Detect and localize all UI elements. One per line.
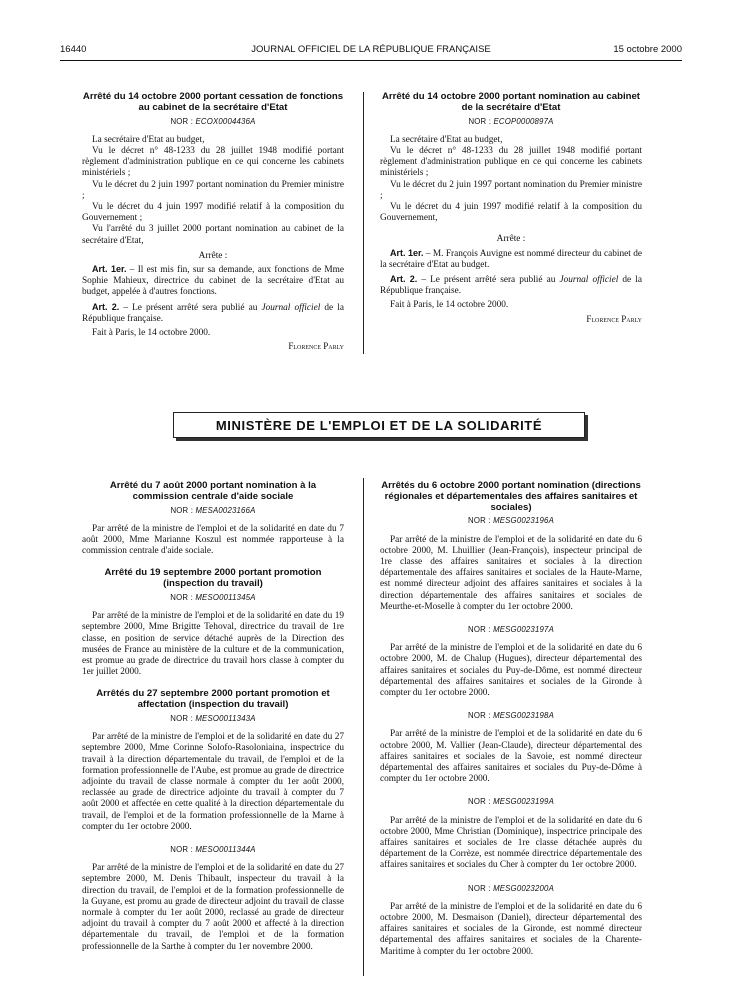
arrete-heading: Arrête : (198, 250, 228, 261)
column-divider (363, 92, 364, 354)
decree-text: Par arrêté de la ministre de l'emploi et de la solidarité en date du 6 octobre 2000, M. de Chalup (Hugues), directeur départemental des affaires sanitaires et sociales du Puy-de-Dôme, est nommé directeur départemental des affaires sanitaires et sociales de la Gironde à compter du 1er octobre 2000. (380, 643, 642, 699)
decree-nomination (380, 92, 642, 325)
visa: Vu le décret du 2 juin 1997 portant nomination du Premier ministre ; (82, 179, 344, 201)
decree-title: Arrêté du 14 octobre 2000 portant nomination au cabinet de la secrétaire d'Etat (381, 91, 640, 113)
visa: Vu le décret du 2 juin 1997 portant nomination du Premier ministre ; (380, 179, 642, 201)
decree-text: Par arrêté de la ministre de l'emploi et de la solidarité en date du 27 septembre 2000, Mme Corinne Solofo-Rasoloniaina, inspectrice du travail à la direction départementale du travail, de l'emploi et de la formation professionnelle de l'Aube, est promue au grade de directrice adjointe du travail de classe normale à compter du 1er août 2000, reclassée au grade de directrice adjointe du travail à compter du 7 août 2000 et affectée en cette qualité à la direction départementale du travail, de l'emploi et de la formation professionnelle de la Marne à compter du 1er octobre 2000. (82, 732, 344, 832)
arrete-heading: Arrête : (496, 234, 526, 245)
nor-reference: NOR : MESG0023197A (468, 625, 554, 635)
decree-text: Par arrêté de la ministre de l'emploi et de la solidarité en date du 19 septembre 2000, Mme Brigitte Tehoval, directrice du travail de 1re classe, en position de service détaché auprès de la Direction des musées de France au ministère de la culture et de la communication, est promue au grade de directrice du travail hors classe à compter du 1er juillet 2000. (82, 611, 344, 678)
decree-text: Par arrêté de la ministre de l'emploi et de la solidarité en date du 6 octobre 2000, M. Lhuillier (Jean-François), inspecteur principal de 1re classe des affaires sanitaires et sociales à la direction départementale des affaires sanitaires et sociales de la Haute-Marne, est nommé directeur adjoint des affaires sanitaires et sociales à la direction départementale des affaires sanitaires et sociales de Meurthe-et-Moselle à compter du 1er octobre 2000. (380, 534, 642, 612)
visa: Vu le décret n° 48-1233 du 28 juillet 1948 modifié portant règlement d'administration publique en ce qui concerne les cabinets ministériels ; (380, 146, 642, 179)
decree-text: Par arrêté de la ministre de l'emploi et de la solidarité en date du 6 octobre 2000, M. Vallier (Jean-Claude), directeur départemental des affaires sanitaires et sociales de la Savoie, est nommé directeur départemental des affaires sanitaires et sociales du Puy-de-Dôme à compter du 1er octobre 2000. (380, 729, 642, 785)
nor-reference: NOR : MESO0011345A (170, 593, 256, 602)
running-header (60, 44, 682, 60)
decree-text: Par arrêté de la ministre de l'emploi et de la solidarité en date du 6 octobre 2000, M. Desmaison (Daniel), directeur départemental des affaires sanitaires et sociales de la Gironde, est nommé directeur départemental des affaires sanitaires et sociales de la Charente-Maritime à compter du 1er octobre 2000. (380, 901, 642, 957)
preamble: La secrétaire d'Etat au budget, (390, 134, 503, 145)
nor-reference: NOR : MESG0023199A (468, 797, 554, 807)
nor-reference: NOR : MESA0023166A (170, 505, 256, 515)
decree-text: Par arrêté de la ministre de l'emploi et de la solidarité en date du 7 août 2000, Mme Marianne Koszul est nommée rapporteuse à la commission centrale d'aide sociale. (82, 523, 344, 557)
signature: Florence Parly (586, 313, 642, 324)
article-1: Art. 1er. – Il est mis fin, sur sa demande, aux fonctions de Mme Sophie Mahieux, directrice du cabinet de la secrétaire d'Etat au budget, appelée à d'autres fonctions. (82, 264, 344, 298)
header-rule (60, 60, 682, 61)
ministry-banner: MINISTÈRE DE L'EMPLOI ET DE LA SOLIDARITÉ (173, 412, 585, 438)
decree-title: Arrêté du 19 septembre 2000 portant promotion (inspection du travail) (104, 567, 322, 590)
journal-title: JOURNAL OFFICIEL DE LA RÉPUBLIQUE FRANÇAISE (251, 44, 491, 55)
left-column-decrees (82, 481, 344, 953)
fait-a-paris: Fait à Paris, le 14 octobre 2000. (92, 328, 211, 339)
article-1: Art. 1er. – M. François Auvigne est nommé directeur du cabinet de la secrétaire d'Etat au budget. (380, 247, 642, 270)
decree-title: Arrêtés du 27 septembre 2000 portant promotion et affectation (inspection du travail) (96, 688, 330, 711)
decree-title: Arrêté du 7 août 2000 portant nomination à la commission centrale d'aide sociale (109, 480, 317, 502)
visa: Vu le décret du 4 juin 1997 modifié relatif à la composition du Gouvernement ; (82, 202, 344, 224)
nor-reference: NOR : MESG0023200A (468, 883, 554, 893)
visa: Vu le décret du 4 juin 1997 modifié relatif à la composition du Gouvernement, (380, 202, 642, 224)
fait-a-paris: Fait à Paris, le 14 octobre 2000. (390, 300, 509, 311)
decree-text: Par arrêté de la ministre de l'emploi et de la solidarité en date du 27 septembre 2000, M. Denis Thibault, inspecteur du travail à la direction du travail, de l'emploi et de la formation professionnelle de la Guyane, est promu au grade de directeur adjoint du travail de classe normale à compter du 1er août 2000, reclassé au grade de directeur adjoint du travail à compter du 7 août 2000 et affecté à la direction départementale du travail, de l'emploi et de la formation professionnelle de la Sarthe à compter du 1er novembre 2000. (82, 863, 344, 952)
nor-reference: NOR : ECOX0004436A (170, 116, 256, 126)
preamble: La secrétaire d'Etat au budget, (92, 134, 205, 145)
nor-reference: NOR : MESO0011343A (170, 714, 256, 724)
page-number: 16440 (60, 44, 87, 55)
issue-date: 15 octobre 2000 (613, 44, 682, 55)
signature: Florence Parly (288, 341, 344, 352)
article-2: Art. 2. – Le présent arrêté sera publié au Journal officiel de la République française. (380, 274, 642, 297)
nor-reference: NOR : MESG0023198A (468, 711, 554, 721)
visa: Vu le décret n° 48-1233 du 28 juillet 1948 modifié portant règlement d'administration publique en ce qui concerne les cabinets ministériels ; (82, 146, 344, 179)
nor-reference: NOR : ECOP0000897A (468, 116, 554, 126)
decree-text: Par arrêté de la ministre de l'emploi et de la solidarité en date du 6 octobre 2000, Mme Christian (Dominique), inspectrice principale des affaires sanitaires et sociales de 1re classe détachée auprès du département de la Corrèze, est nommée directrice départementale des affaires sanitaires et sociales du Cher à compter du 1er octobre 2000. (380, 815, 642, 871)
right-column-decrees (380, 481, 642, 958)
column-divider (363, 478, 364, 976)
nor-reference: NOR : MESG0023196A (468, 516, 554, 526)
nor-reference: NOR : MESO0011344A (170, 845, 256, 855)
decree-cessation (82, 92, 344, 352)
decree-title: Arrêtés du 6 octobre 2000 portant nomination (directions régionales et départementales des affaires sanitaires et sociales) (381, 480, 641, 513)
visa: Vu l'arrêté du 3 juillet 2000 portant nomination au cabinet de la secrétaire d'Etat, (82, 224, 344, 246)
article-2: Art. 2. – Le présent arrêté sera publié au Journal officiel de la République française. (82, 301, 344, 324)
decree-title: Arrêté du 14 octobre 2000 portant cessation de fonctions au cabinet de la secrétaire d'Etat (82, 91, 344, 113)
